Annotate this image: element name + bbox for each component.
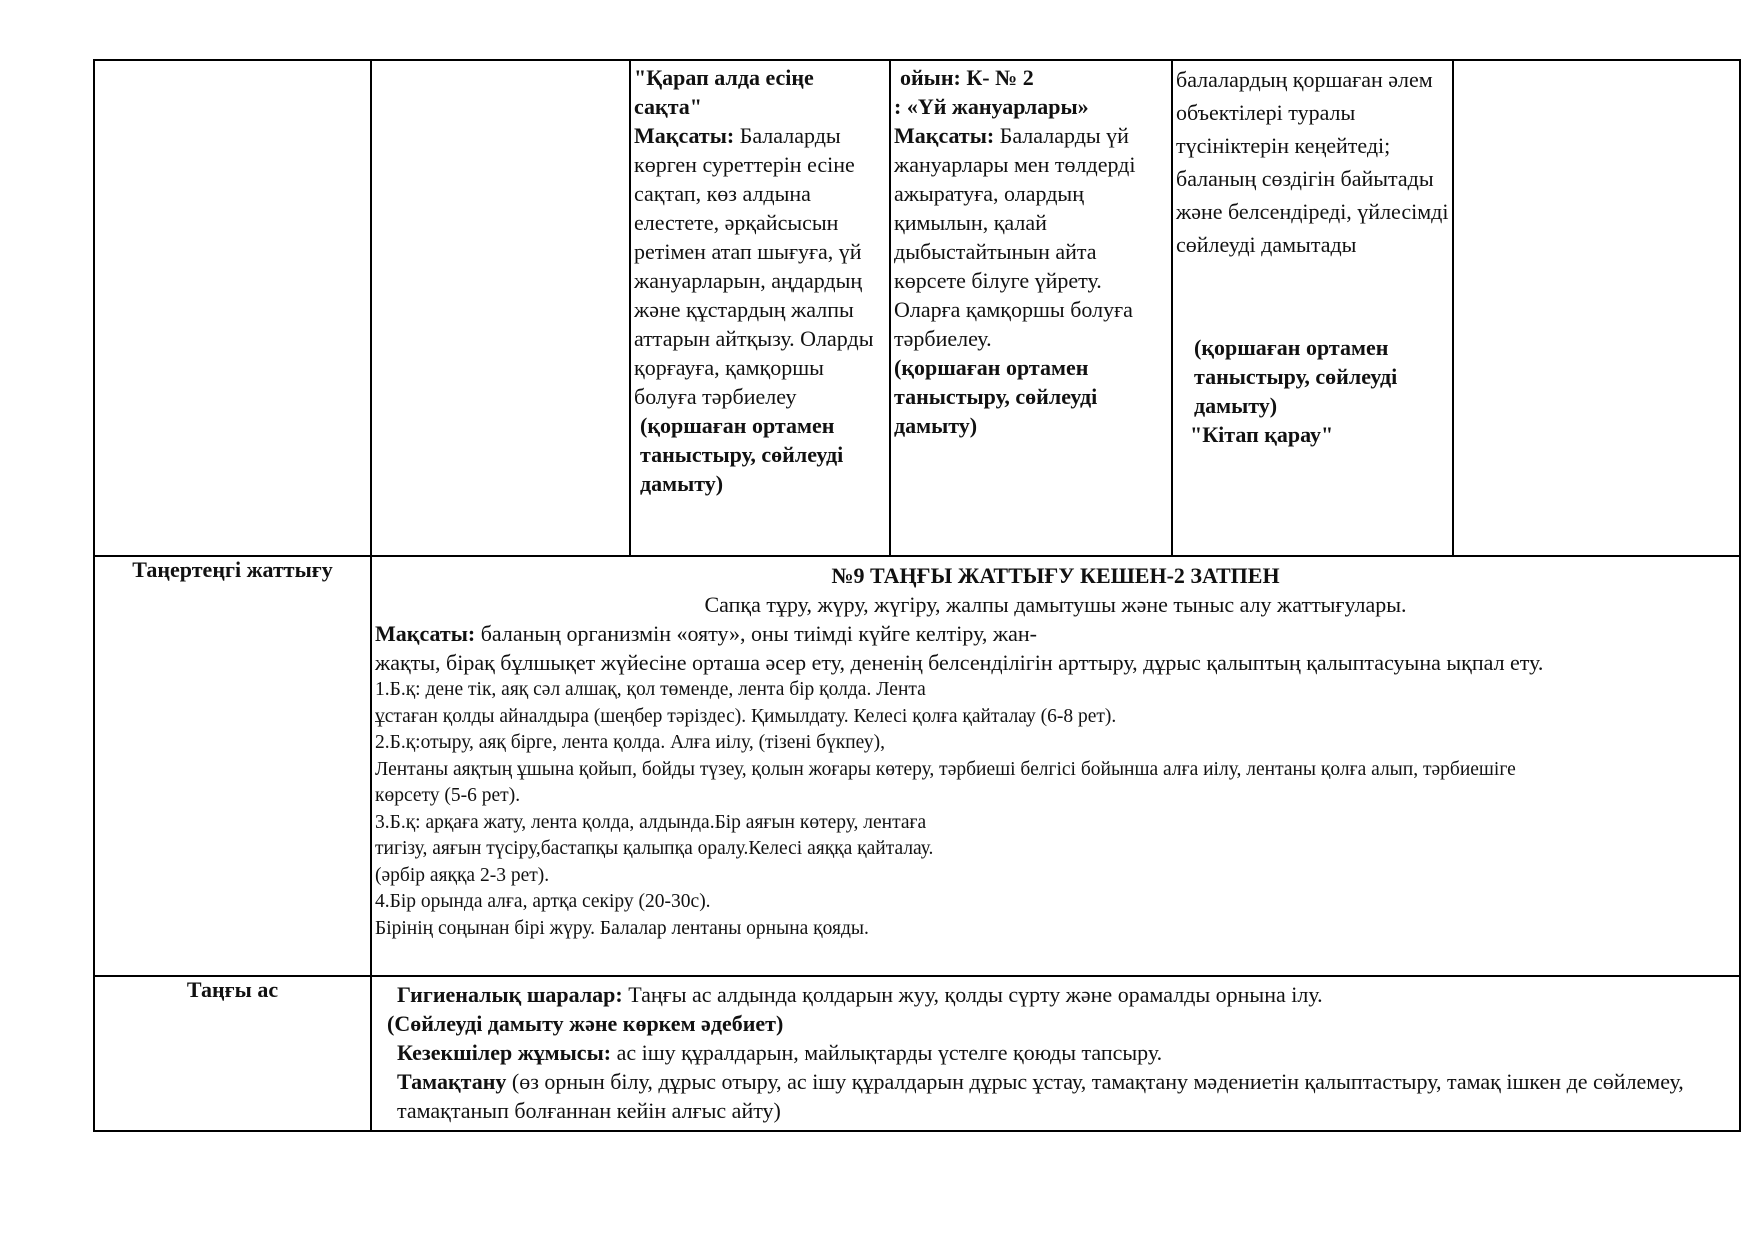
goal-label: Мақсаты: xyxy=(375,621,476,646)
empty-cell-2 xyxy=(371,60,630,556)
exercise-line: 2.Б.қ:отыру, аяқ бірге, лента қолда. Алға иілу, (тізені бүкпеу), xyxy=(375,732,885,753)
game-animals-cell xyxy=(890,60,1172,556)
game-memory-title: "Қарап алда есіңе сақта" xyxy=(634,65,814,119)
morning-exercise-content xyxy=(371,556,1740,976)
exercise-line: Лентаны аяқтың ұшына қойып, бойды түзеу, қолын жоғары көтеру, тәрбиеші белгісі бойынша алға иілу, лентаны қолға алып, тәрбиешіге xyxy=(375,758,1516,780)
goal-text-2: жақты, бірақ бұлшықет жүйесіне орташа әсер ету, дененің белсенділігін арттыру, дұрыс қалыптың қалыптасуына ықпал ету. xyxy=(375,650,1544,675)
hygiene-label: Гигиеналық шаралар: xyxy=(397,982,623,1007)
plan-table xyxy=(93,59,1741,1132)
breakfast-content xyxy=(371,976,1740,1131)
activities-row xyxy=(94,60,1740,556)
hygiene-line xyxy=(375,980,1736,1009)
education-area: (қоршаған ортамен таныстыру, сөйлеуді дамыту) xyxy=(1194,335,1398,418)
game-animals-title-line2: : «Үй жануарлары» xyxy=(894,94,1089,119)
book-activity-title: "Кітап қарау" xyxy=(1190,422,1334,447)
goal-label: Мақсаты: xyxy=(634,123,735,148)
game-animals-goal xyxy=(894,121,1168,353)
empty-cell-1 xyxy=(94,60,371,556)
meal-text: (өз орнын білу, дұрыс отыру, ас ішу құралдарын дұрыс ұстау, тамақтану мәдениетін қалыптастыру, тамақ ішкен де сөйлемеу, тамақтанып болғаннан кейін алғыс айту) xyxy=(397,1069,1684,1123)
exercise-line: 3.Б.қ: арқаға жату, лента қолда, алдында.Бір аяғын көтеру, лентаға xyxy=(375,811,927,833)
goal-text: Балаларды көрген суреттерін есіне сақтап, көз алдына елестете, әрқайсысын ретімен атап шығуға, үй жануарларын, аңдардың және құстардың жалпы аттарын айтқызу. Оларды қорғауға, қамқоршы болуға тәрбиелеу xyxy=(634,123,874,409)
morning-exercise-row xyxy=(94,556,1740,976)
meal-line xyxy=(375,1067,1736,1125)
game-memory-goal xyxy=(634,121,886,411)
duty-label: Кезекшілер жұмысы: xyxy=(397,1040,612,1065)
book-goal-text: балалардың қоршаған әлем объектілері туралы түсініктерін кеңейтеді; баланың сөздігін байытады және белсендіреді, үйлесімді сөйлеуді дамытады xyxy=(1176,67,1449,257)
exercise-goal xyxy=(375,619,1736,648)
book-cell xyxy=(1172,60,1453,556)
exercise-line: 1.Б.қ: дене тік, аяқ сәл алшақ, қол төменде, лента бір қолда. Лента xyxy=(375,679,926,700)
exercise-subtitle: Сапқа тұру, жүру, жүгіру, жалпы дамытушы және тыныс алу жаттығулары. xyxy=(704,592,1407,617)
exercise-line: тигізу, аяғын түсіру,бастапқы қалыпқа оралу.Келесі аяққа қайталау. xyxy=(375,838,934,859)
exercise-steps xyxy=(375,677,1736,942)
goal-text-1: баланың организмін «ояту», оны тиімді күйге келтіру, жан- xyxy=(480,621,1037,646)
morning-exercise-label: Таңертеңгі жаттығу xyxy=(94,556,371,976)
exercise-line: (әрбір аяққа 2-3 рет). xyxy=(375,864,550,886)
breakfast-row xyxy=(94,976,1740,1131)
goal-label: Мақсаты: xyxy=(894,123,995,148)
duty-text: ас ішу құралдарын, майлықтарды үстелге қоюды тапсыру. xyxy=(616,1040,1163,1065)
empty-cell-6 xyxy=(1453,60,1740,556)
game-animals-title-line1: ойын: К- № 2 xyxy=(900,65,1034,90)
exercise-line: Бірінің соңынан бірі жүру. Балалар лентаны орнына қояды. xyxy=(375,917,869,939)
duty-line xyxy=(375,1038,1736,1067)
meal-label: Тамақтану xyxy=(397,1069,507,1094)
breakfast-label: Таңғы ас xyxy=(94,976,371,1131)
game-memory-cell xyxy=(630,60,890,556)
exercise-title: №9 ТАҢҒЫ ЖАТТЫҒУ КЕШЕН-2 ЗАТПЕН xyxy=(831,563,1280,588)
exercise-line: ұстаған қолды айналдыра (шеңбер тәріздес). Қимылдату. Келесі қолға қайталау (6-8 рет). xyxy=(375,705,1117,727)
goal-text: Балаларды үй жануарлары мен төлдерді ажыратуға, олардың қимылын, қалай дыбыстайтынын айта көрсете білуге үйрету. Оларға қамқоршы болуға тәрбиелеу. xyxy=(894,123,1136,351)
exercise-line: көрсету (5-6 рет). xyxy=(375,785,521,806)
education-area: (қоршаған ортамен таныстыру, сөйлеуді дамыту) xyxy=(894,355,1098,438)
exercise-line: 4.Бір орында алға, артқа секіру (20-30с). xyxy=(375,891,711,912)
hygiene-text: Таңғы ас алдында қолдарын жуу, қолды сүрту және орамалды орнына ілу. xyxy=(628,982,1323,1007)
speech-development: (Сөйлеуді дамыту және көркем әдебиет) xyxy=(387,1011,784,1036)
education-area: (қоршаған ортамен таныстыру, сөйлеуді дамыту) xyxy=(640,413,844,496)
